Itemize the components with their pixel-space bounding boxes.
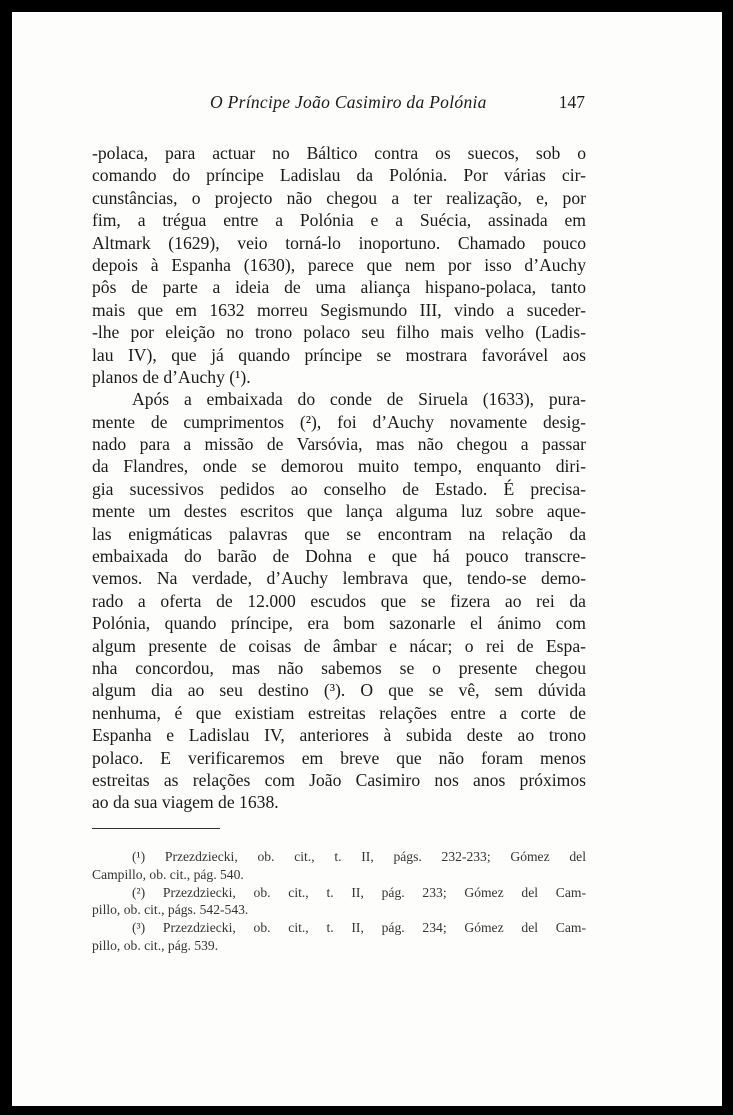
body-line: embaixada do barão de Dohna e que há pouco transcre- bbox=[92, 546, 586, 567]
running-head bbox=[92, 92, 585, 118]
footnotes bbox=[92, 848, 586, 955]
body-line: nha concordou, mas não sabemos se o presente chegou bbox=[92, 657, 586, 678]
body-line: depois à Espanha (1630), parece que nem por isso d’Auchy bbox=[92, 254, 586, 275]
body-line: -lhe por eleição no trono polaco seu filho mais velho (Ladis- bbox=[92, 322, 586, 343]
body-line: mais que em 1632 morreu Segismundo III, vindo a suceder- bbox=[92, 299, 586, 320]
body-line: mente de cumprimentos (²), foi d’Auchy novamente desig- bbox=[92, 411, 586, 432]
body-line: gia sucessivos pedidos ao conselho de Estado. É precisa- bbox=[92, 478, 586, 499]
body-line: Polónia, quando príncipe, era bom sazonarle el ánimo com bbox=[92, 613, 586, 634]
body-line: nenhuma, é que existiam estreitas relações entre a corte de bbox=[92, 702, 586, 723]
body-line: da Flandres, onde se demorou muito tempo, enquanto diri- bbox=[92, 456, 586, 477]
body-line: Altmark (1629), veio torná-lo inoportuno. Chamado pouco bbox=[92, 232, 586, 253]
footnote-line: pillo, ob. cit., pág. 539. bbox=[92, 937, 219, 953]
body-line: nado para a missão de Varsóvia, mas não chegou a passar bbox=[92, 434, 586, 455]
body-line: Espanha e Ladislau IV, anteriores à subida deste ao trono bbox=[92, 725, 586, 746]
body-line: algum presente de coisas de âmbar e nácar; o rei de Espa- bbox=[92, 635, 586, 656]
body-line: estreitas as relações com João Casimiro nos anos próximos bbox=[92, 769, 586, 790]
body-text bbox=[92, 142, 586, 814]
footnote-line: Campillo, ob. cit., pág. 540. bbox=[92, 866, 244, 882]
footnote-line: (³) Przezdziecki, ob. cit., t. II, pág. 234; Gómez del Cam- bbox=[132, 920, 586, 936]
body-line: cunstâncias, o projecto não chegou a ter realização, e, por bbox=[92, 187, 586, 208]
body-line: las enigmáticas palavras que se encontram na relação da bbox=[92, 523, 586, 544]
footnote-line: (¹) Przezdziecki, ob. cit., t. II, págs. 232-233; Gómez del bbox=[132, 849, 586, 864]
body-line: comando do príncipe Ladislau da Polónia. Por várias cir- bbox=[92, 165, 586, 186]
body-line: -polaca, para actuar no Báltico contra os suecos, sob o bbox=[92, 143, 586, 163]
body-line: pôs de parte a ideia de uma aliança hispano-polaca, tanto bbox=[92, 277, 586, 298]
body-line: rado a oferta de 12.000 escudos que se fizera ao rei da bbox=[92, 590, 586, 611]
running-head-title: O Príncipe João Casimiro da Polónia bbox=[210, 92, 487, 112]
body-line: lau IV), que já quando príncipe se mostrara favorável aos bbox=[92, 344, 586, 365]
body-line: vemos. Na verdade, d’Auchy lembrava que, tendo-se demo- bbox=[92, 568, 586, 589]
body-line: Após a embaixada do conde de Siruela (1633), pura- bbox=[132, 389, 586, 410]
body-line: planos de d’Auchy (¹). bbox=[92, 366, 251, 387]
body-line: ao da sua viagem de 1638. bbox=[92, 792, 279, 813]
body-line: mente um destes escritos que lança alguma luz sobre aque- bbox=[92, 501, 586, 522]
footnote-rule bbox=[92, 828, 220, 829]
book-page bbox=[12, 12, 722, 1106]
body-line: algum dia ao seu destino (³). O que se vê, sem dúvida bbox=[92, 680, 586, 701]
body-line: polaco. E verificaremos em breve que não foram menos bbox=[92, 747, 586, 768]
footnote-line: pillo, ob. cit., págs. 542-543. bbox=[92, 902, 249, 918]
body-line: fim, a trégua entre a Polónia e a Suécia, assinada em bbox=[92, 210, 586, 231]
footnote-line: (²) Przezdziecki, ob. cit., t. II, pág. 233; Gómez del Cam- bbox=[132, 884, 586, 900]
page-number: 147 bbox=[558, 92, 585, 112]
